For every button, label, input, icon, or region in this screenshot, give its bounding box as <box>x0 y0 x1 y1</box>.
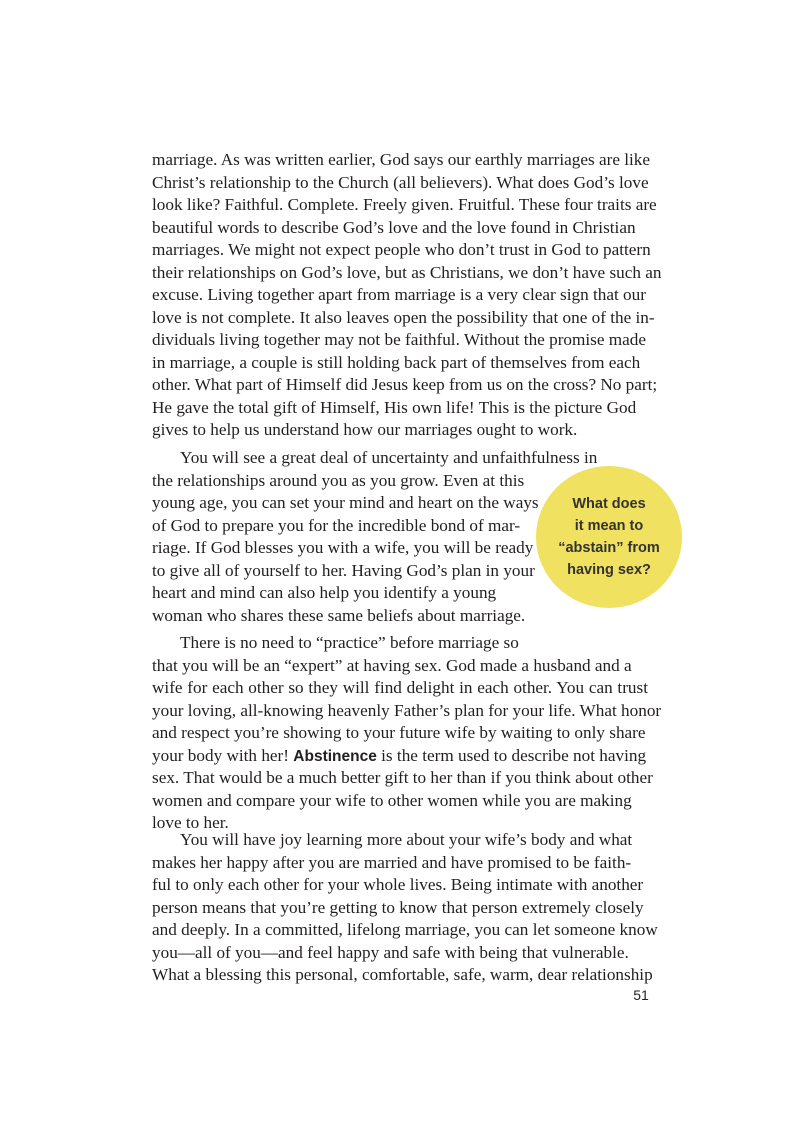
text-line: What a blessing this personal, comfortable, safe, warm, dear relationship <box>152 965 653 984</box>
text-line: marriage. As was written earlier, God says our earthly marriages are like <box>152 150 651 169</box>
text-line: and deeply. In a committed, lifelong marriage, you can let someone know <box>152 920 658 939</box>
text-line: gives to help us understand how our marriages ought to work. <box>152 420 578 439</box>
text-line: You will have joy learning more about your wife’s body and what <box>180 830 633 849</box>
text-line: makes her happy after you are married and have promised to be faith- <box>152 852 632 872</box>
text-segment: is the term used to describe not having <box>376 745 647 765</box>
text-line: marriages. We might not expect people who don’t trust in God to pattern <box>152 240 651 259</box>
text-line: your loving, all-knowing heavenly Father’s plan for your life. What honor <box>152 700 662 720</box>
text-line: excuse. Living together apart from marriage is a very clear sign that our <box>152 285 646 304</box>
text-line: There is no need to “practice” before marriage so <box>180 633 519 652</box>
text-line <box>152 745 646 767</box>
text-line: beautiful words to describe God’s love and the love found in Christian <box>152 217 636 237</box>
callout-question-bubble <box>536 466 682 608</box>
text-line: other. What part of Himself did Jesus keep from us on the cross? No part; <box>152 375 658 394</box>
text-line: the relationships around you as you grow. Even at this <box>152 470 525 490</box>
text-line: Christ’s relationship to the Church (all believers). What does God’s love <box>152 172 649 192</box>
text-line: love is not complete. It also leaves open the possibility that one of the in- <box>152 307 655 327</box>
callout-line: What does <box>572 496 646 512</box>
callout-line: “abstain” from <box>558 540 660 556</box>
page-number: 51 <box>633 987 649 1003</box>
text-line: heart and mind can also help you identify a young <box>152 583 497 602</box>
text-line: look like? Faithful. Complete. Freely given. Fruitful. These four traits are <box>152 195 657 214</box>
text-line: dividuals living together may not be faithful. Without the promise made <box>152 330 646 349</box>
text-line: ful to only each other for your whole lives. Being intimate with another <box>152 875 644 894</box>
text-line: that you will be an “expert” at having sex. God made a husband and a <box>152 655 632 675</box>
text-line: wife for each other so they will find delight in each other. You can trust <box>152 678 648 697</box>
callout-line: having sex? <box>567 562 651 578</box>
text-line: person means that you’re getting to know that person extremely closely <box>152 897 644 917</box>
glossary-term-abstinence: Abstinence <box>293 747 377 765</box>
text-line: their relationships on God’s love, but as Christians, we don’t have such an <box>152 262 662 282</box>
text-line: women and compare your wife to other women while you are making <box>152 790 632 810</box>
text-line: in marriage, a couple is still holding back part of themselves from each <box>152 352 641 372</box>
callout-line: it mean to <box>574 518 644 534</box>
text-line: You will see a great deal of uncertainty and unfaithfulness in <box>180 448 598 467</box>
text-line: to give all of yourself to her. Having God’s plan in your <box>152 560 535 580</box>
text-line: woman who shares these same beliefs about marriage. <box>152 605 526 625</box>
text-line: sex. That would be a much better gift to her than if you think about other <box>152 768 653 787</box>
text-line: you—all of you—and feel happy and safe with being that vulnerable. <box>152 942 629 962</box>
text-line: and respect you’re showing to your future wife by waiting to only share <box>152 723 646 742</box>
callout-text <box>549 493 669 581</box>
text-line: of God to prepare you for the incredible bond of mar- <box>152 515 521 535</box>
text-segment: your body with her! <box>152 745 294 765</box>
text-line: riage. If God blesses you with a wife, you will be ready <box>152 538 534 557</box>
text-line: young age, you can set your mind and heart on the ways <box>152 493 539 512</box>
text-line: love to her. <box>152 813 229 832</box>
text-line: He gave the total gift of Himself, His own life! This is the picture God <box>152 397 637 417</box>
